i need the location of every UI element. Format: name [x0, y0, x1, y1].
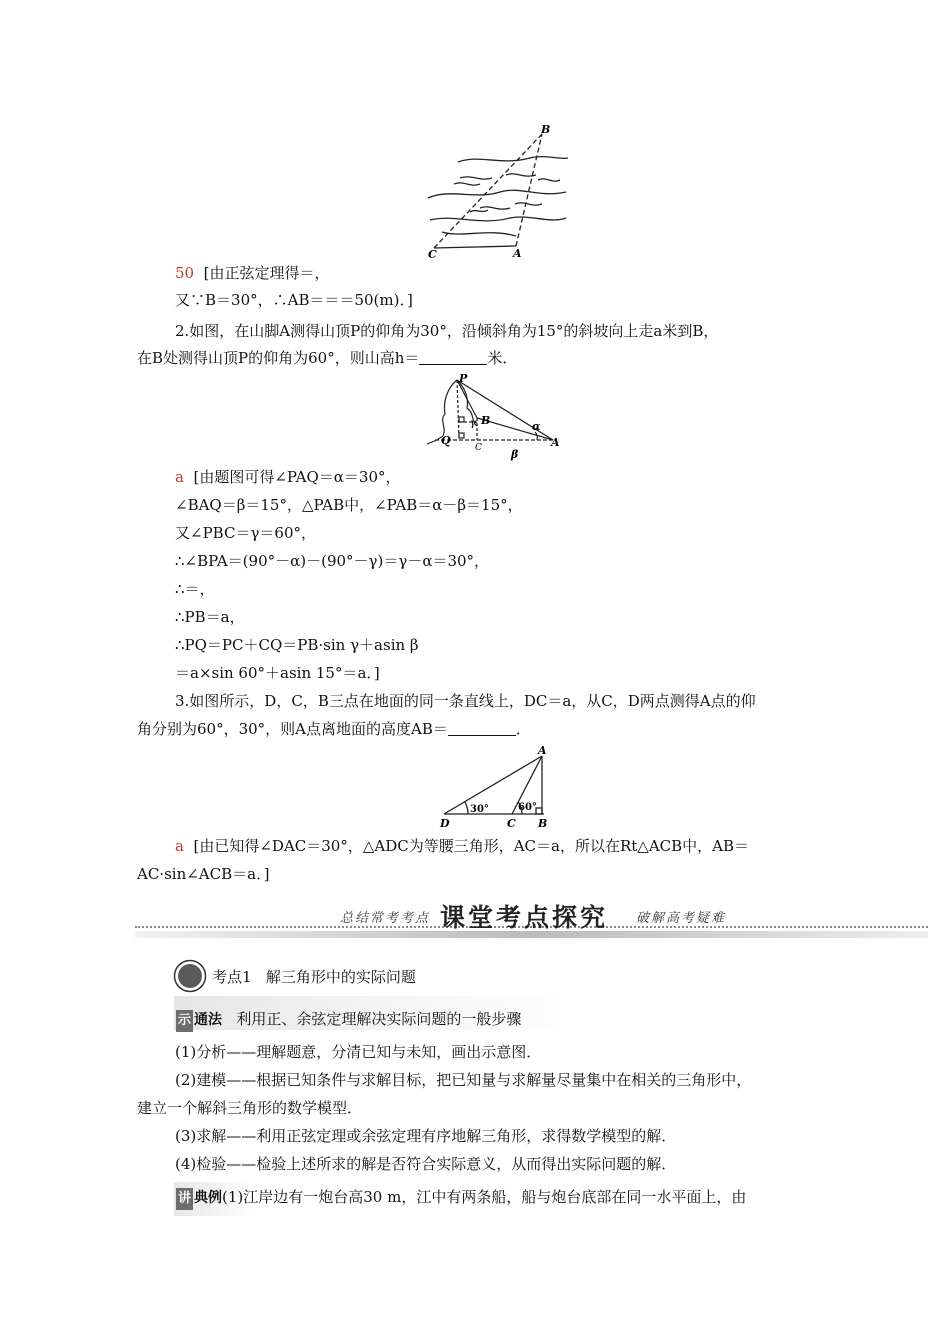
label-a2: A [551, 436, 560, 449]
example-text: (1)江岸边有一炮台高30 m，江中有两条船，船与炮台底部在同一水平面上，由 [222, 1188, 747, 1206]
label-gamma: γ [470, 418, 476, 429]
answer-2-line-5: ∴＝， [175, 580, 215, 598]
question-2-line-1: 2.如图，在山脚A测得山顶P的仰角为30°，沿倾斜角为15°的斜坡向上走a米到B， [175, 322, 719, 340]
method-step-1: (1)分析——理解题意，分清已知与未知，画出示意图． [175, 1043, 542, 1061]
method-step-2a: (2)建模——根据已知条件与求解目标，把已知量与求解量尽量集中在相关的三角形中， [175, 1071, 752, 1089]
label-c2: C [475, 443, 482, 453]
answer-3-line-2: AC·sin∠ACB＝a．] [137, 865, 270, 883]
angle-30: 30° [470, 804, 489, 815]
river-figure [420, 120, 570, 260]
answer-3-line-1: a [由已知得∠DAC＝30°，△ADC为等腰三角形，AC＝a，所以在Rt△ACB中，AB＝ [175, 837, 750, 855]
label-alpha: α [532, 420, 541, 433]
method-title: 利用正、余弦定理解决实际问题的一般步骤 [236, 1010, 522, 1028]
label-b3: B [538, 817, 548, 830]
example-tag-word: 典例 [194, 1190, 223, 1206]
answer-2-line-6: ∴PB＝a， [175, 608, 245, 626]
label-d: D [440, 817, 450, 830]
answer-blank [419, 350, 487, 365]
banner-title: 课堂考点探究 [440, 903, 609, 932]
label-c: C [428, 248, 437, 260]
answer-value: a [175, 468, 184, 486]
label-q: Q [441, 434, 451, 447]
example-tag: 讲 [176, 1188, 193, 1210]
answer-1-line-1 [175, 263, 330, 283]
answer-2-line-3: 又∠PBC＝γ＝60°， [175, 524, 316, 542]
answer-text: [由正弦定理得＝， [203, 264, 330, 282]
answer-2-line-4: ∴∠BPA＝(90°－α)－(90°－γ)＝γ－α＝30°， [175, 552, 490, 570]
method-tag: 示 [176, 1010, 193, 1032]
answer-value: 50 [175, 264, 195, 282]
answer-2-line-8: ＝a×sin 60°＋asin 15°＝a．] [175, 664, 380, 682]
label-beta: β [511, 448, 519, 461]
kaodian-label: 考点1 [212, 968, 252, 986]
answer-2-line-1: a [由题图可得∠PAQ＝α＝30°， [175, 468, 401, 486]
label-b2: B [481, 414, 491, 427]
method-heading [176, 1009, 521, 1032]
banner-left-text: 总结常考考点 [340, 911, 431, 926]
label-b: B [541, 123, 551, 136]
label-p: P [459, 374, 468, 385]
label-a: A [513, 247, 522, 260]
label-a3: A [538, 744, 547, 757]
method-step-3: (3)求解——利用正弦定理或余弦定理有序地解三角形，求得数学模型的解． [175, 1127, 677, 1145]
angle-60: 60° [518, 802, 537, 813]
answer-value: a [175, 837, 184, 855]
method-step-2b: 建立一个解斜三角形的数学模型． [137, 1099, 363, 1117]
answer-blank [448, 721, 516, 736]
example-line [176, 1187, 746, 1210]
question-3-line-2: 角分别为60°，30°，则A点离地面的高度AB＝ ． [137, 720, 531, 738]
mountain-figure [425, 374, 565, 462]
answer-1-line-2: 又∵B＝30°，∴AB＝＝＝50(m)．] [175, 291, 413, 309]
triangle-figure [438, 744, 558, 830]
kaodian-title: 解三角形中的实际问题 [265, 968, 416, 986]
label-c3: C [507, 817, 516, 830]
answer-2-line-7: ∴PQ＝PC＋CQ＝PB·sin γ＋asin β [175, 636, 419, 654]
method-step-4: (4)检验——检验上述所求的解是否符合实际意义，从而得出实际问题的解． [175, 1155, 677, 1173]
question-2-line-2: 在B处测得山顶P的仰角为60°，则山高h＝ 米． [137, 349, 518, 367]
banner-right-text: 破解高考疑难 [636, 911, 727, 926]
kaodian-heading [212, 967, 416, 987]
answer-2-line-2: ∠BAQ＝β＝15°，△PAB中，∠PAB＝α－β＝15°， [175, 496, 523, 514]
kaodian-circle-icon [173, 959, 207, 993]
method-tag-word: 通法 [194, 1012, 223, 1028]
question-3-line-1: 3.如图所示，D，C，B三点在地面的同一条直线上，DC＝a，从C，D两点测得A点的仰 [175, 692, 756, 710]
